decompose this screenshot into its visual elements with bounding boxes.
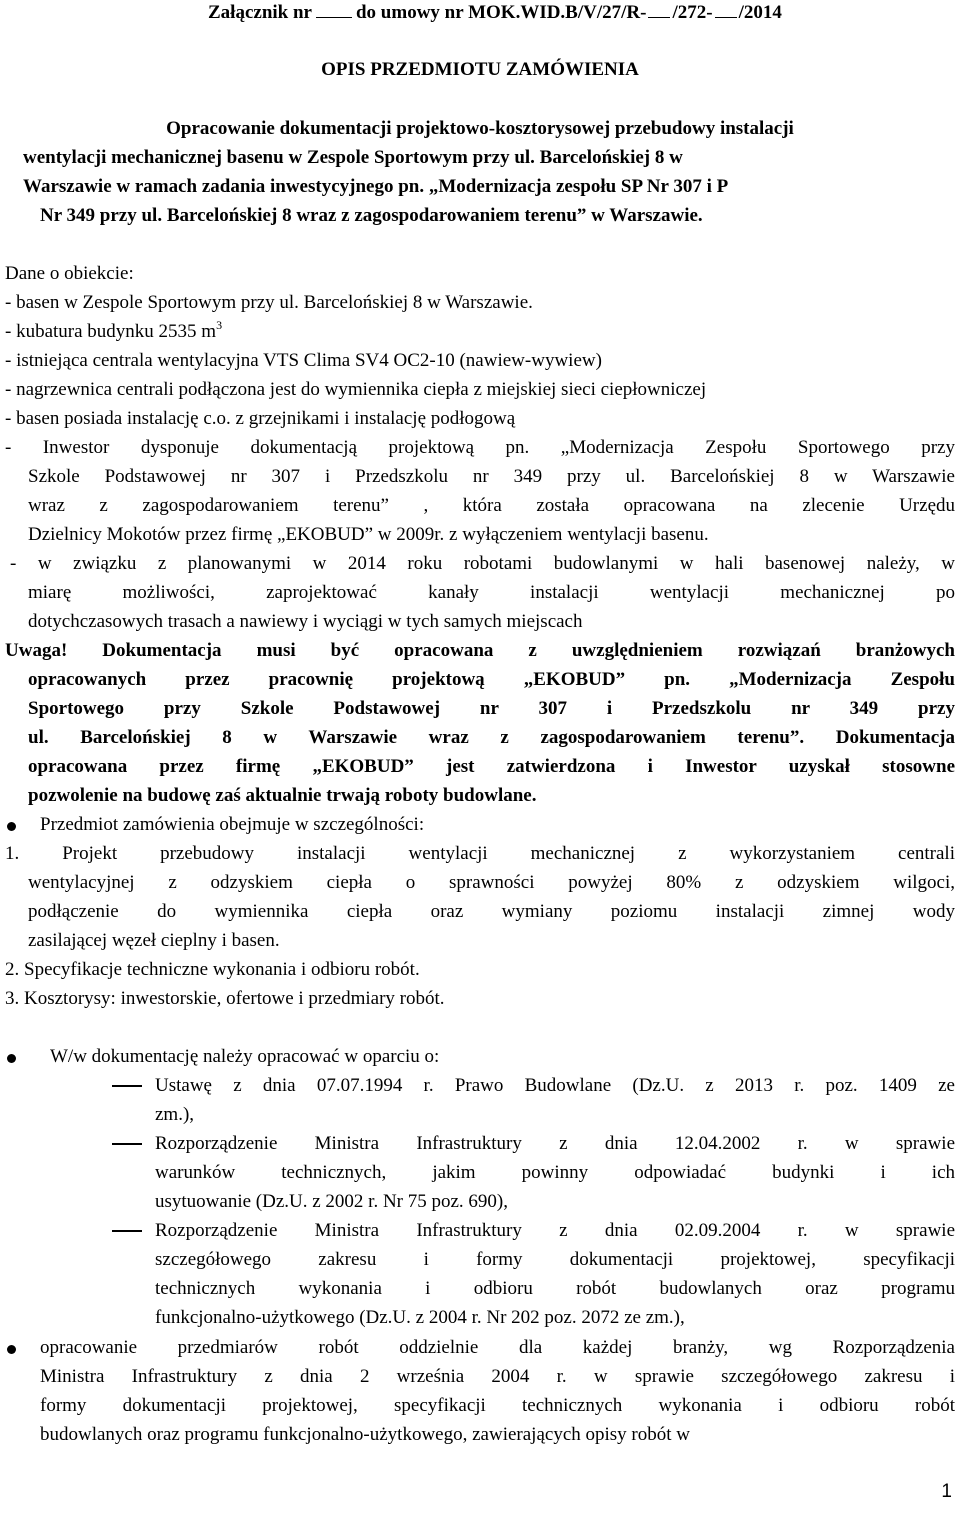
scope-item: 2. Specyfikacje techniczne wykonania i odbioru robót.	[5, 959, 420, 980]
subtitle-line: wentylacji mechanicznej basenu w Zespole Sportowym przy ul. Barcelońskiej 8 w	[23, 147, 683, 168]
scope-item: zasilającej węzeł cieplny i basen.	[28, 930, 280, 951]
warning-line: opracowana przez firmę „EKOBUD” jest zatwierdzona i Inwestor uzyskał stosowne	[28, 756, 955, 777]
basis-item: usytuowanie (Dz.U. z 2002 r. Nr 75 poz. 690),	[155, 1191, 509, 1212]
basis-item: szczegółowego zakresu i formy dokumentacji projektowej, specyfikacji	[155, 1249, 955, 1270]
basis-item: Ustawę z dnia 07.07.1994 r. Prawo Budowlane (Dz.U. z 2013 r. poz. 1409 ze	[155, 1075, 955, 1096]
object-data-line: - Inwestor dysponuje dokumentacją projektową pn. „Modernizacja Zespołu Sportowego przy	[5, 437, 955, 458]
dash-icon	[112, 1085, 142, 1087]
subtitle-line: Warszawie w ramach zadania inwestycyjnego pn. „Modernizacja zespołu SP Nr 307 i P	[23, 176, 729, 197]
basis-item: Rozporządzenie Ministra Infrastruktury z dnia 12.04.2002 r. w sprawie	[155, 1133, 955, 1154]
document-title: OPIS PRZEDMIOTU ZAMÓWIENIA	[321, 59, 639, 80]
object-data-line: - istniejąca centrala wentylacyjna VTS Clima SV4 OC2-10 (nawiew-wywiew)	[5, 350, 602, 371]
bullet-icon	[7, 822, 16, 831]
scope-item: 1. Projekt przebudowy instalacji wentylacji mechanicznej z wykorzystaniem centrali	[5, 843, 955, 864]
warning-line: ul. Barcelońskiej 8 w Warszawie wraz z zagospodarowaniem terenu”. Dokumentacja	[28, 727, 955, 748]
volume-text: - kubatura budynku 2535 m	[5, 321, 217, 342]
object-data-line: dotychczasowych trasach a nawiewy i wyciągi w tych samych miejscach	[28, 611, 583, 632]
warning-line: Sportowego przy Szkole Podstawowej nr 307 i Przedszkolu nr 349 przy	[28, 698, 955, 719]
subtitle-line: Opracowanie dokumentacji projektowo-kosztorysowej przebudowy instalacji	[166, 118, 794, 139]
object-data-line: - w związku z planowanymi w 2014 roku robotami budowlanymi w hali basenowej należy, w	[10, 553, 955, 574]
last-bullet-line: budowlanych oraz programu funkcjonalno-użytkowego, zawierających opisy robót w	[40, 1424, 691, 1445]
basis-item: technicznych wykonania i odbioru robót budowlanych oraz programu	[155, 1278, 955, 1299]
blank-field	[648, 3, 670, 18]
warning-line: Uwaga! Dokumentacja musi być opracowana z uwzględnieniem rozwiązań branżowych	[5, 640, 955, 661]
volume-unit-sup: 3	[216, 318, 223, 332]
last-bullet-line: formy dokumentacji projektowej, specyfikacji technicznych wykonania i odbioru robót	[40, 1395, 955, 1416]
blank-field	[715, 3, 737, 18]
object-data-line: - nagrzewnica centrali podłączona jest do wymiennika ciepła z miejskiej sieci ciepłowniczej	[5, 379, 707, 400]
object-data-heading: Dane o obiekcie:	[5, 263, 134, 284]
scope-heading: Przedmiot zamówienia obejmuje w szczególności:	[40, 814, 425, 835]
header-part: /272-	[672, 2, 713, 23]
warning-line: opracowanych przez pracownię projektową „EKOBUD” pn. „Modernizacja Zespołu	[28, 669, 955, 690]
page-number: 1	[941, 1481, 952, 1502]
warning-line: pozwolenie na budowę zaś aktualnie trwają roboty budowlane.	[28, 785, 537, 806]
last-bullet-line: Ministra Infrastruktury z dnia 2 września 2004 r. w sprawie szczegółowego zakresu i	[40, 1366, 955, 1387]
object-data-line: - basen w Zespole Sportowym przy ul. Barcelońskiej 8 w Warszawie.	[5, 292, 533, 313]
basis-item: funkcjonalno-użytkowego (Dz.U. z 2004 r. Nr 202 poz. 2072 ze zm.),	[155, 1307, 685, 1328]
dash-icon	[112, 1230, 142, 1232]
header-part: Załącznik nr	[208, 2, 312, 23]
header-part: /2014	[738, 2, 782, 23]
object-data-line: Dzielnicy Mokotów przez firmę „EKOBUD” w 2009r. z wyłączeniem wentylacji basenu.	[28, 524, 709, 545]
header-part: do umowy nr MOK.WID.B/V/27/R-	[355, 2, 647, 23]
attachment-header	[208, 2, 782, 24]
bullet-icon	[7, 1345, 16, 1354]
basis-item: warunków technicznych, jakim powinny odpowiadać budynki i ich	[155, 1162, 955, 1183]
basis-heading: W/w dokumentację należy opracować w oparciu o:	[50, 1046, 440, 1067]
scope-item: 3. Kosztorysy: inwestorskie, ofertowe i przedmiary robót.	[5, 988, 445, 1009]
object-data-line	[5, 318, 223, 343]
object-data-line: Szkole Podstawowej nr 307 i Przedszkolu nr 349 przy ul. Barcelońskiej 8 w Warszawie	[28, 466, 955, 487]
basis-item: zm.),	[155, 1104, 195, 1125]
object-data-line: miarę możliwości, zaprojektować kanały instalacji wentylacji mechanicznej po	[28, 582, 955, 603]
blank-field	[316, 3, 352, 18]
dash-icon	[112, 1143, 142, 1145]
object-data-line: - basen posiada instalację c.o. z grzejnikami i instalację podłogową	[5, 408, 516, 429]
last-bullet-line: opracowanie przedmiarów robót oddzielnie dla każdej branży, wg Rozporządzenia	[40, 1337, 955, 1358]
bullet-icon	[7, 1054, 16, 1063]
scope-item: podłączenie do wymiennika ciepła oraz wymiany poziomu instalacji zimnej wody	[28, 901, 955, 922]
scope-item: wentylacyjnej z odzyskiem ciepła o sprawności powyżej 80% z odzyskiem wilgoci,	[28, 872, 955, 893]
object-data-line: wraz z zagospodarowaniem terenu” , która została opracowana na zlecenie Urzędu	[28, 495, 955, 516]
basis-item: Rozporządzenie Ministra Infrastruktury z dnia 02.09.2004 r. w sprawie	[155, 1220, 955, 1241]
subtitle-line: Nr 349 przy ul. Barcelońskiej 8 wraz z zagospodarowaniem terenu” w Warszawie.	[40, 205, 703, 226]
